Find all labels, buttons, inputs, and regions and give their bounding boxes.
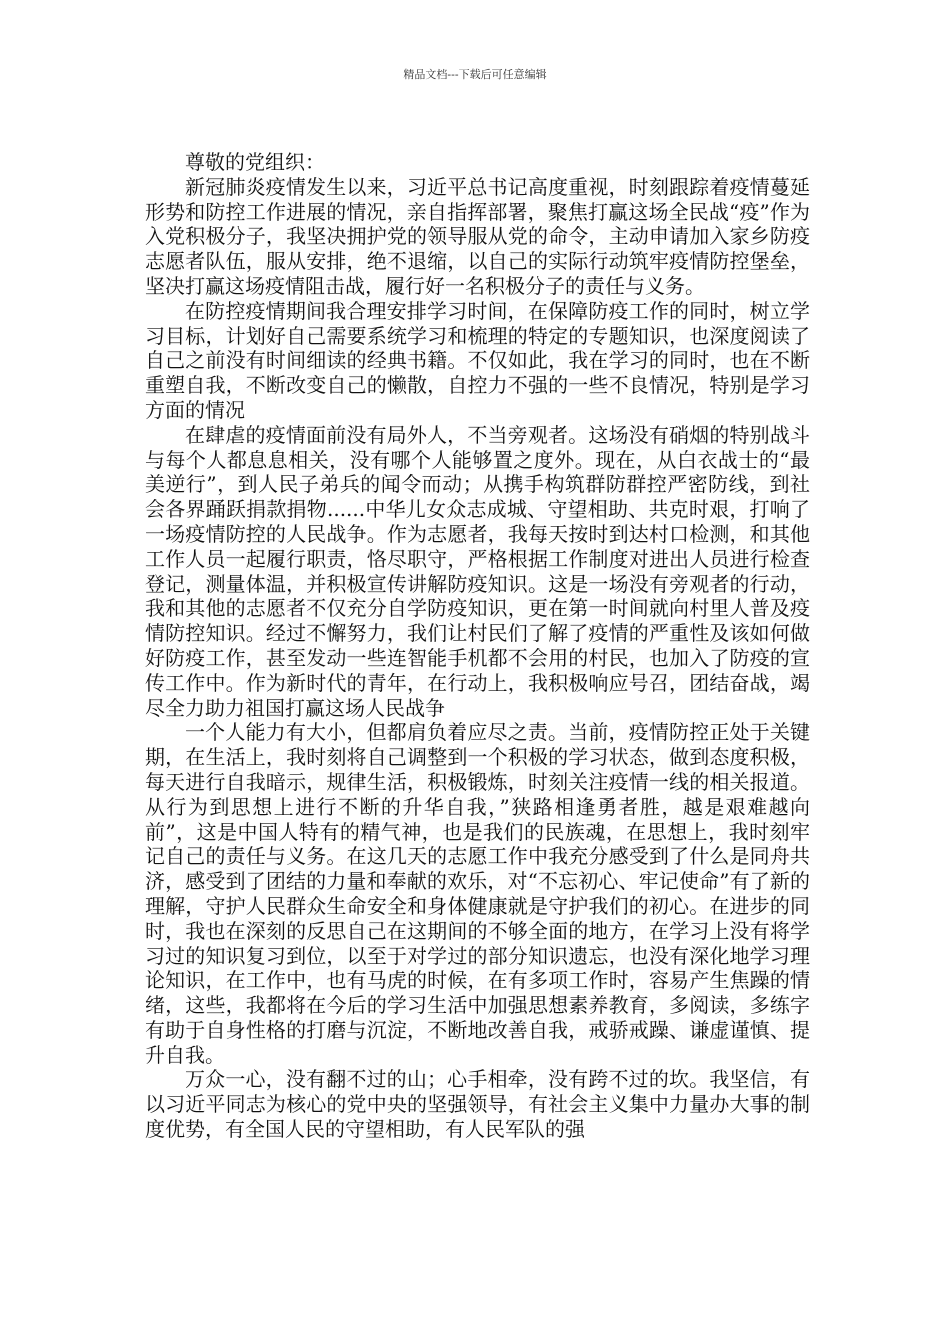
- paragraph: 在防控疫情期间我合理安排学习时间，在保障防疫工作的同时，树立学习目标，计划好自己需要系统学习和梳理的特定的专题知识，也深度阅读了自己之前没有时间细读的经典书籍。不仅如此，我在学习的同时，也在不断重塑自我，不断改变自己的懒散，自控力不强的一些不良情况，特别是学习方面的情况: [145, 298, 810, 422]
- paragraph: 一个人能力有大小，但都肩负着应尽之责。当前，疫情防控正处于关键期，在生活上，我时刻将自己调整到一个积极的学习状态，做到态度积极，每天进行自我暗示，规律生活，积极锻炼，时刻关注疫情一线的相关报道。从行为到思想上进行不断的升华自我，”狭路相逢勇者胜，越是艰难越向前”，这是中国人特有的精气神，也是我们的民族魂，在思想上，我时刻牢记自己的责任与义务。在这几天的志愿工作中我充分感受到了什么是同舟共济，感受到了团结的力量和奉献的欢乐，对“不忘初心、牢记使命”有了新的理解，守护人民群众生命安全和身体健康就是守护我们的初心。在进步的同时，我也在深刻的反思自己在这期间的不够全面的地方，在学习上没有将学习过的知识复习到位，以至于对学过的部分知识遗忘，也没有深化地学习理论知识，在工作中，也有马虎的时候，在有多项工作时，容易产生焦躁的情绪，这些，我都将在今后的学习生活中加强思想素养教育，多阅读，多练字有助于自身性格的打磨与沉淀，不断地改善自我，戒骄戒躁、谦虚谨慎、提升自我。: [145, 720, 810, 1067]
- page-header: 精品文档---下载后可任意编辑: [403, 68, 547, 81]
- paragraph: 万众一心，没有翻不过的山；心手相牵，没有跨不过的坎。我坚信，有以习近平同志为核心的党中央的坚强领导，有社会主义集中力量办大事的制度优势，有全国人民的守望相助，有人民军队的强: [145, 1067, 810, 1142]
- paragraph: 在肆虐的疫情面前没有局外人，不当旁观者。这场没有硝烟的特别战斗与每个人都息息相关，没有哪个人能够置之度外。现在，从白衣战士的“最美逆行”，到人民子弟兵的闻令而动；从携手构筑群防群控严密防线，到社会各界踊跃捐款捐物......中华儿女众志成城、守望相助、共克时艰，打响了一场疫情防控的人民战争。作为志愿者，我每天按时到达村口检测，和其他工作人员一起履行职责，恪尽职守，严格根据工作制度对进出人员进行检查登记，测量体温，并积极宣传讲解防疫知识。这是一场没有旁观者的行动，我和其他的志愿者不仅充分自学防疫知识，更在第一时间就向村里人普及疫情防控知识。经过不懈努力，我们让村民们了解了疫情的严重性及该如何做好防疫工作，甚至发动一些连智能手机都不会用的村民，也加入了防疫的宣传工作中。作为新时代的青年，在行动上，我积极响应号召，团结奋战，竭尽全力助力祖国打赢这场人民战争: [145, 422, 810, 720]
- letter-body: [145, 150, 810, 1142]
- salutation: 尊敬的党组织：: [185, 150, 325, 174]
- paragraph: 新冠肺炎疫情发生以来，习近平总书记高度重视，时刻跟踪着疫情蔓延形势和防控工作进展的情况，亲自指挥部署，聚焦打赢这场全民战“疫”作为入党积极分子，我坚决拥护党的领导服从党的命令，主动申请加入家乡防疫志愿者队伍，服从安排，绝不退缩，以自己的实际行动筑牢疫情防控堡垒，坚决打赢这场疫情阻击战，履行好一名积极分子的责任与义务。: [145, 174, 810, 298]
